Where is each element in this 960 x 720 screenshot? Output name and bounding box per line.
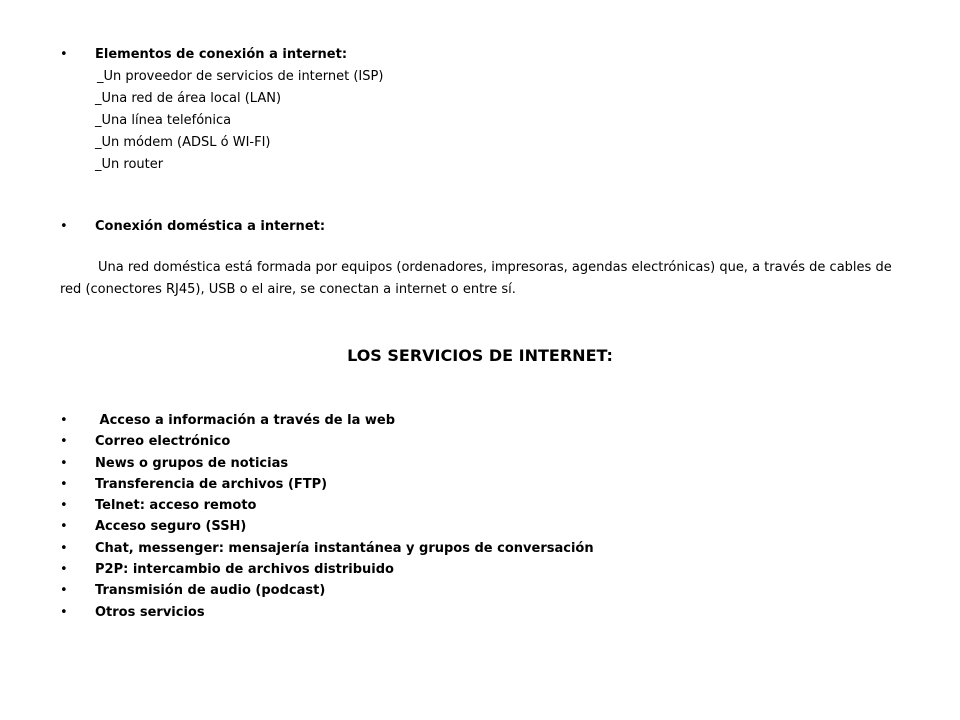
bullet-glyph: • [60,519,68,535]
service-label: Acceso seguro (SSH) [95,519,247,535]
list-item [0,495,900,516]
service-label: Otros servicios [95,604,205,620]
service-label: Chat, messenger: mensajería instantánea y grupos de conversación [95,540,594,556]
bullet-glyph: • [60,455,68,471]
service-label: Correo electrónico [95,434,231,450]
section-home-connection [0,216,900,238]
section-connection-elements [0,44,900,66]
section-title: Elementos de conexión a internet: [95,47,348,62]
list-item [0,602,900,623]
service-label: News o grupos de noticias [95,455,289,471]
connection-item: _Una línea telefónica [95,113,232,128]
bullet-glyph: • [60,562,68,578]
list-item [0,410,900,431]
connection-item: _Una red de área local (LAN) [95,91,282,106]
connection-item: _Un router [95,157,164,172]
service-label: Transferencia de archivos (FTP) [95,476,328,492]
service-label: P2P: intercambio de archivos distribuido [95,562,394,578]
home-network-paragraph: Una red doméstica está formada por equipos (ordenadores, impresoras, agendas electrónicas) que, a través de cables de red (conectores RJ45), USB o el aire, se conectan a internet o entre sí. [60,260,892,297]
service-label: Acceso a información a través de la web [95,413,395,428]
bullet-glyph: • [60,476,68,492]
list-item [0,538,900,559]
list-item [0,516,900,537]
services-list [0,410,900,623]
list-item [0,431,900,452]
bullet-glyph: • [60,47,68,62]
list-item [0,453,900,474]
bullet-glyph: • [60,434,68,450]
bullet-glyph: • [60,498,68,514]
list-item [0,580,900,601]
connection-item: _Un módem (ADSL ó WI-FI) [95,135,271,150]
section-title: Conexión doméstica a internet: [95,219,326,234]
service-label: Transmisión de audio (podcast) [95,583,326,599]
bullet-glyph: • [60,413,68,428]
bullet-glyph: • [60,604,68,620]
list-item [0,474,900,495]
bullet-glyph: • [60,219,68,234]
page-title: LOS SERVICIOS DE INTERNET: [347,346,613,365]
bullet-glyph: • [60,540,68,556]
list-item [0,559,900,580]
bullet-glyph: • [60,583,68,599]
connection-item: _Un proveedor de servicios de internet (ISP) [97,69,384,84]
service-label: Telnet: acceso remoto [95,498,257,514]
